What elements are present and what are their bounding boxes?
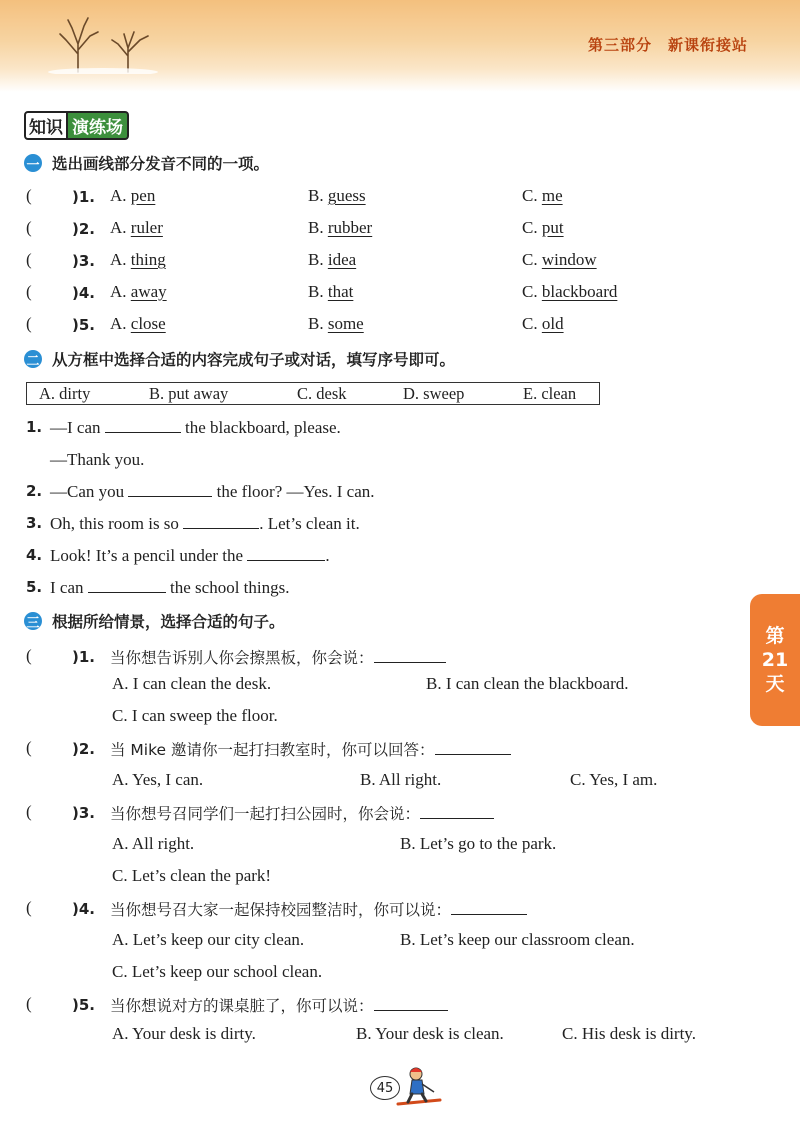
option-a-word[interactable]: thing — [130, 250, 166, 269]
item-number: )3. — [72, 252, 95, 270]
winter-trees-illustration — [48, 14, 168, 74]
option-c-word[interactable]: put — [541, 218, 564, 237]
sentence-start: —I can — [50, 418, 105, 437]
answer-bracket[interactable]: ( — [26, 250, 32, 269]
item-number: )4. — [72, 284, 95, 302]
item-number: )2. — [72, 740, 95, 758]
question-3-heading — [24, 610, 285, 632]
word-bank-option: E. clean — [523, 383, 577, 403]
option-b-letter: B. — [308, 218, 328, 237]
option-c-word[interactable]: blackboard — [541, 282, 618, 301]
option-b-letter: B. — [308, 314, 328, 333]
section-label-part2: 演练场 — [68, 111, 129, 140]
option-c-word[interactable]: window — [541, 250, 597, 269]
sentence-end: the school things. — [165, 578, 290, 597]
option-b-word[interactable]: idea — [327, 250, 357, 269]
option-c-letter: C. — [522, 314, 542, 333]
option-a-letter: A. — [110, 250, 131, 269]
item-number: )5. — [72, 996, 95, 1014]
option-b[interactable]: B. All right. — [360, 770, 442, 789]
option-a[interactable]: A. Your desk is dirty. — [112, 1024, 256, 1043]
option-b-letter: B. — [308, 282, 328, 301]
option-b-word[interactable]: rubber — [327, 218, 373, 237]
sentence-start: —Can you — [50, 482, 129, 501]
header-title: 第三部分 新课衔接站 — [587, 36, 748, 54]
sentence-end: the floor? —Yes. I can. — [212, 482, 375, 501]
sentence-end: . Let’s clean it. — [259, 514, 360, 533]
option-a-letter: A. — [110, 218, 131, 237]
item-number: )3. — [72, 804, 95, 822]
option-b-word[interactable]: guess — [327, 186, 366, 205]
answer-blank[interactable] — [374, 1009, 448, 1011]
answer-bracket[interactable]: ( — [26, 994, 32, 1013]
answer-blank[interactable] — [374, 661, 446, 663]
question-number-badge: 二 — [24, 350, 42, 368]
answer-blank[interactable] — [451, 913, 527, 915]
scenario-prompt: 当 Mike 邀请你一起打扫教室时，你可以回答： — [110, 741, 435, 759]
scenario-prompt: 当你想号召大家一起保持校园整洁时，你可以说： — [110, 901, 452, 919]
word-bank-option: B. put away — [149, 383, 229, 403]
item-number: 1. — [26, 418, 43, 436]
item-number: )5. — [72, 316, 95, 334]
option-a-word[interactable]: pen — [130, 186, 156, 205]
option-c[interactable]: C. Let’s keep our school clean. — [112, 962, 323, 981]
answer-blank[interactable] — [435, 753, 511, 755]
answer-bracket[interactable]: ( — [26, 898, 32, 917]
option-a-letter: A. — [110, 282, 131, 301]
page-number: 45 — [370, 1076, 400, 1100]
scenario-prompt: 当你想说对方的课桌脏了，你可以说： — [110, 997, 374, 1015]
item-number: )2. — [72, 220, 95, 238]
option-c-letter: C. — [522, 186, 542, 205]
question-number-badge: 三 — [24, 612, 42, 630]
day-side-tab — [750, 594, 800, 726]
item-number: )4. — [72, 900, 95, 918]
option-c-letter: C. — [522, 250, 542, 269]
answer-bracket[interactable]: ( — [26, 314, 32, 333]
answer-blank[interactable] — [128, 495, 212, 497]
word-bank-box — [26, 382, 600, 405]
day-tab-number: 21 — [761, 649, 789, 671]
item-number: )1. — [72, 648, 95, 666]
option-a-word[interactable]: close — [130, 314, 166, 333]
option-a-letter: A. — [110, 314, 131, 333]
option-a[interactable]: A. I can clean the desk. — [112, 674, 272, 693]
section-label-part1: 知识 — [24, 111, 68, 140]
option-b-letter: B. — [308, 186, 328, 205]
option-c[interactable]: C. His desk is dirty. — [562, 1024, 696, 1043]
question-2-instruction: 从方框中选择合适的内容完成句子或对话，填写序号即可。 — [52, 351, 456, 369]
question-1-instruction: 选出画线部分发音不同的一项。 — [52, 155, 270, 173]
question-number-badge: 一 — [24, 154, 42, 172]
answer-bracket[interactable]: ( — [26, 802, 32, 821]
item-number: 3. — [26, 514, 43, 532]
option-a[interactable]: A. Let’s keep our city clean. — [112, 930, 305, 949]
answer-blank[interactable] — [247, 559, 325, 561]
answer-bracket[interactable]: ( — [26, 218, 32, 237]
option-c-letter: C. — [522, 218, 542, 237]
option-b-word[interactable]: that — [327, 282, 354, 301]
scenario-prompt: 当你想告诉别人你会擦黑板，你会说： — [110, 649, 374, 667]
item-number: 2. — [26, 482, 43, 500]
sentence-start: Oh, this room is so — [50, 514, 184, 533]
scenario-prompt: 当你想号召同学们一起打扫公园时，你会说： — [110, 805, 421, 823]
word-bank-option: D. sweep — [403, 383, 465, 403]
option-b[interactable]: B. Let’s keep our classroom clean. — [400, 930, 635, 949]
question-3-instruction: 根据所给情景，选择合适的句子。 — [52, 613, 285, 631]
word-bank-option: C. desk — [297, 383, 347, 403]
word-bank-option: A. dirty — [39, 383, 91, 403]
item-number: 5. — [26, 578, 43, 596]
option-c-word[interactable]: me — [541, 186, 563, 205]
option-c-word[interactable]: old — [541, 314, 564, 333]
option-b-word[interactable]: some — [327, 314, 364, 333]
question-1-heading — [24, 152, 269, 174]
option-c[interactable]: C. Let’s clean the park! — [112, 866, 272, 885]
sentence-start: Look! It’s a pencil under the — [50, 546, 248, 565]
answer-bracket[interactable]: ( — [26, 738, 32, 757]
answer-bracket[interactable]: ( — [26, 646, 32, 665]
item-number: )1. — [72, 188, 95, 206]
option-a-word[interactable]: away — [130, 282, 167, 301]
answer-blank[interactable] — [420, 817, 494, 819]
sentence-start: —Thank you. — [50, 450, 145, 469]
answer-bracket[interactable]: ( — [26, 186, 32, 205]
option-c-letter: C. — [522, 282, 542, 301]
sentence-end: . — [325, 546, 330, 565]
day-tab-suffix: 天 — [765, 673, 785, 695]
option-c[interactable]: C. I can sweep the floor. — [112, 706, 278, 725]
item-number: 4. — [26, 546, 43, 564]
sentence-start: I can — [50, 578, 88, 597]
option-b[interactable]: B. Let’s go to the park. — [400, 834, 557, 853]
question-2-heading — [24, 348, 455, 370]
sentence-end: the blackboard, please. — [180, 418, 341, 437]
option-b[interactable]: B. I can clean the blackboard. — [426, 674, 629, 693]
answer-blank[interactable] — [88, 591, 166, 593]
skier-mascot-icon — [394, 1064, 444, 1108]
option-b[interactable]: B. Your desk is clean. — [356, 1024, 504, 1043]
page-header — [0, 0, 800, 92]
answer-blank[interactable] — [183, 527, 259, 529]
section-label — [24, 112, 129, 138]
option-b-letter: B. — [308, 250, 328, 269]
option-a[interactable]: A. Yes, I can. — [112, 770, 204, 789]
answer-bracket[interactable]: ( — [26, 282, 32, 301]
day-tab-prefix: 第 — [765, 625, 785, 647]
option-a[interactable]: A. All right. — [112, 834, 195, 853]
option-a-word[interactable]: ruler — [130, 218, 163, 237]
answer-blank[interactable] — [105, 431, 181, 433]
option-c[interactable]: C. Yes, I am. — [570, 770, 658, 789]
option-a-letter: A. — [110, 186, 131, 205]
